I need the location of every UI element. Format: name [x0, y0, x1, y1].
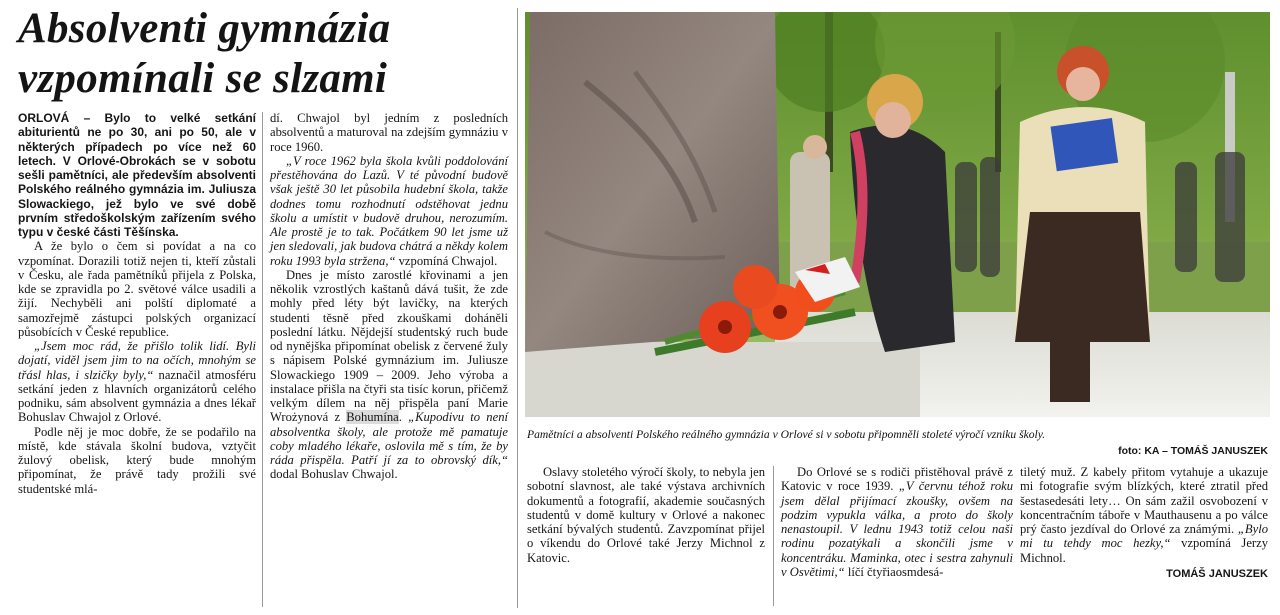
- headline-line-1: Absolventi gymnázia: [18, 5, 391, 52]
- photo-credit: foto: KA – TOMÁŠ JANUSZEK: [1118, 445, 1268, 457]
- quote: „V roce 1962 byla škola kvůli poddolování přestěhována do Lazů. V té původní budově však ještě 30 let působila hudební škola, takže dodnes tomu rozhodnutí odstěhovat jednu školu a umístit v budově druhou, nerozumím. Ale prostě je to tak. Počátkem 90 let jsme už jen sledovali, jak budova chátrá a někdy kolem roku 1993 byla stržena,“: [270, 153, 508, 268]
- paragraph-text: Do Orlové se s rodiči přistěhoval právě z Katovic v roce 1939.: [781, 465, 1013, 494]
- article-column-1: [18, 111, 256, 496]
- paragraph: [781, 465, 1013, 579]
- paragraph: Oslavy stoletého výročí školy, to nebyla jen sobotní slavnost, ale také výstava archivních dokumentů a fotografií, akademie současných studentů v domě kultury v Orlové a nakonec setkání bývalých studentů. Zavzpomínat přijel o víkendu do Orlové také Jerzy Michnol z Katovic.: [527, 465, 765, 565]
- column-rule: [517, 8, 518, 608]
- paragraph-text: vzpomíná Jerzy Michnol.: [1020, 536, 1268, 565]
- quote: „Bylo mi tu tehdy moc hezky,“: [1020, 522, 1268, 551]
- quote: „Jsem moc rád, že přišlo tolik lidí. Byli dojatí, viděl jsem jim to na očích, mnohým se třásl hlas, i slzičky byly,“: [18, 339, 256, 382]
- paragraph-text: dodal Bohuslav Chwajol.: [270, 467, 398, 482]
- article-photo: [525, 12, 1270, 417]
- quote: „Kupodivu to není absolventka školy, ale protože mě pamatuje coby mladého lékaře, oslovila mě s tím, že by ráda přispěla. Patří jí za to obrovský dík,“: [270, 410, 508, 467]
- paragraph: Podle něj je moc dobře, že se podařilo na místě, kde stávala školní budova, vztyčit žulový obelisk, který bude mnohým připomínat, že právě tady prožili své studentské mlá-: [18, 424, 256, 496]
- paragraph: A že bylo o čem si povídat a na co vzpomínat. Dorazili totiž nejen ti, kteří zůstali v Česku, ale řada pamětníků přijela z Polska, kde se zpravidla po 2. světové válce usadili a žijí. Nechyběli ani polští diplomaté a samozřejmě zástupci polských organizací působících v České republice.: [18, 239, 256, 339]
- paragraph-text: vzpomíná Chwajol.: [395, 253, 498, 268]
- paragraph: [18, 339, 256, 425]
- place-link[interactable]: Bohumína: [346, 410, 399, 425]
- paragraph-text: líčí čtyřiaosmdesá-: [844, 564, 944, 579]
- article-column-2: [270, 111, 508, 482]
- headline-line-2: vzpomínali se slzami: [18, 55, 388, 102]
- quote: „V červnu téhož roku jsem dělal přijímací zkoušky, ovšem na podzim vypukla válka, a proto do školy nenastoupil. V lednu 1943 totiž celou naši rodinu pozatýkali a skončili jsme v koncentráku. Maminka, otec i sestra zahynuli v Osvětimi,“: [781, 479, 1013, 579]
- article-column-4: [781, 465, 1013, 579]
- column-rule: [262, 112, 263, 607]
- paragraph-text: naznačil atmosféru setkání jeden z hlavních organizátorů celého podniku, sám absolvent gymnázia a dnes lékař Bohuslav Chwajol z Orlové.: [18, 367, 256, 425]
- paragraph: [270, 154, 508, 268]
- photo-illustration: [525, 12, 1270, 417]
- article-column-5: [1020, 465, 1268, 581]
- paragraph: [270, 268, 508, 482]
- paragraph-text: Dnes je místo zarostlé křovinami a jen několik vzrostlých kaštanů dává tušit, že zde mohly před léty být lavičky, na kterých studenti těsně před zkouškami doháněli poslední látku. Nějdejší studentský ruch bude od nynějška připomínat obelisk z červené žuly s nápisem Polské gymnázium im. Juliusze Slowackiego 1909 – 2009. Jeho výroba a instalace přišla na čtyři sta tisíc korun, přičemž velkým dílem na něj přispěla paní Marie Wrożynová z: [270, 267, 508, 425]
- article-headline: [18, 4, 518, 104]
- author-signature: TOMÁŠ JANUSZEK: [1166, 567, 1268, 580]
- photo-caption: Pamětníci a absolventi Polského reálného gymnázia v Orlové si v sobotu připomněli stoleté výročí vzniku školy.: [527, 428, 1046, 441]
- paragraph: [1020, 465, 1268, 565]
- column-rule: [773, 466, 774, 606]
- article-column-3: [527, 465, 765, 565]
- lead-paragraph: ORLOVÁ – Bylo to velké setkání abiturientů ne po 30, ani po 50, ale v některých případech po více než 60 letech. V Orlové-Obrokách se v sobotu sešli pamětníci, ale především absolventi Polského reálného gymnázia im. Juliusza Slowackiego, jež bylo ve své době prvním středoškolským zařízením svého typu v české části Těšínska.: [18, 111, 256, 239]
- paragraph-text: tiletý muž. Z kabely přitom vytahuje a ukazuje mi fotografie svým blízkých, které ztratil před šestasedesáti lety… On sám zažil osvobození v koncentračním táboře v Mauthausenu a po válce prý často jezdíval do Orlové za známými.: [1020, 465, 1268, 536]
- paragraph-text: .: [398, 410, 409, 425]
- paragraph: dí. Chwajol byl jedním z posledních absolventů a maturoval na zdejším gymnáziu v roce 1960.: [270, 111, 508, 154]
